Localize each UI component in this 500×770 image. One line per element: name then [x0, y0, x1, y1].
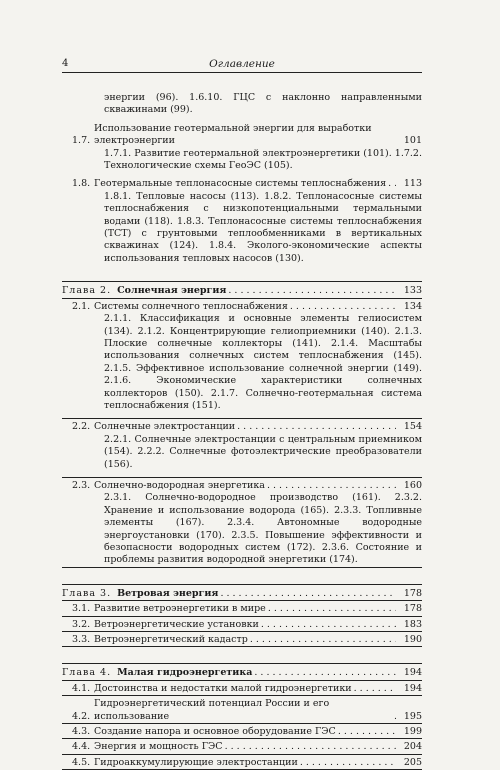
toc-subsections: 1.8.1. Тепловые насосы (113). 1.8.2. Теплонасосные системы теплоснабжения с низкопотенциальными термальными водами (118). 1.8.3. Теплонасосные системы теплоснабжения (ТСТ) с грунтовыми теплообменниками в вертикальных скважинах (124). 1.8.4. Эколого-экономические аспекты использования тепловых насосов (130).	[104, 190, 422, 264]
chapter-title: Ветровая энергия	[117, 587, 219, 599]
toc-subsections: 1.7.1. Развитие геотермальной электроэнергетики (101). 1.7.2. Технологические схемы ГеоЭС (105).	[104, 147, 422, 172]
toc-subsections: 2.1.1. Классификация и основные элементы гелиосистем (134). 2.1.2. Концентрирующие гелиоприемники (140). 2.1.3. Плоские солнечные коллекторы (141). 2.1.4. Масштабы использования солнечных систем теплоснабжения (145). 2.1.5. Эффективное использование солнечной энергии (149). 2.1.6. Экономические характеристики солнечных коллекторов (150). 2.1.7. Солнечно-геотермальная система теплоснабжения (151).	[104, 313, 422, 411]
toc-chapter-4[interactable]: Глава 4. Малая гидроэнергетика . . . 194	[62, 663, 422, 679]
toc-title: Геотермальные теплонасосные системы теплоснабжения	[94, 178, 387, 190]
toc-entry-1-8[interactable]: 1.8. Геотермальные теплонасосные системы теплоснабжения . . . 113	[62, 178, 422, 190]
toc-entry-1-7[interactable]: 1.7. Использование геотермальной энергии для выработки электроэнергии 101	[72, 122, 422, 147]
toc-chapter-3[interactable]: Глава 3. Ветровая энергия . . . 178	[62, 584, 422, 600]
toc-entry-4-1[interactable]: 4.1. Достоинства и недостатки малой гидроэнергетики . . . 194	[62, 680, 422, 695]
toc-entry-3-3[interactable]: 3.3. Ветроэнергетический кадастр . . . 190	[62, 631, 422, 647]
toc-subsections: 2.3.1. Солнечно-водородное производство (161). 2.3.2. Хранение и использование водорода (165). 2.3.3. Топливные элементы (167). 2.3.4. Автономные водородные энергоустановки (170). 2.3.5. Повышение эффективности и безопасности водородных систем (172). 2.3.6. Состояние и проблемы развития водородной энергетики (174).	[62, 492, 422, 567]
toc-subsections: 2.2.1. Солнечные электростанции с центральным приемником (154). 2.2.2. Солнечные фотоэлектрические преобразователи (156).	[104, 433, 422, 470]
toc-entry-3-2[interactable]: 3.2. Ветроэнергетические установки . . . 183	[62, 616, 422, 631]
toc-title: Использование геотермальной энергии для выработки электроэнергии	[94, 122, 372, 147]
toc-entry-4-5[interactable]: 4.5. Гидроаккумулирующие электростанции . . . 205	[62, 754, 422, 770]
table-of-contents	[62, 92, 422, 770]
toc-continuation: энергии (96). 1.6.10. ГЦС с наклонно направленными скважинами (99).	[104, 92, 422, 116]
toc-page: 113	[403, 178, 422, 190]
toc-entry-2-1[interactable]: 2.1. Системы солнечного теплоснабжения . . . 134	[62, 298, 422, 313]
toc-entry-4-3[interactable]: 4.3. Создание напора и основное оборудование ГЭС . . . 199	[62, 723, 422, 738]
running-header	[62, 58, 422, 73]
chapter-title: Солнечная энергия	[117, 285, 227, 297]
toc-entry-2-2[interactable]: 2.2. Солнечные электростанции . . . 154	[62, 418, 422, 433]
toc-page: 101	[403, 135, 422, 147]
toc-entry-4-4[interactable]: 4.4. Энергия и мощность ГЭС . . . 204	[62, 738, 422, 753]
toc-entry-4-2[interactable]: 4.2. Гидроэнергетический потенциал России и его использование . . . 195	[62, 695, 422, 723]
toc-chapter-2[interactable]: Глава 2. Солнечная энергия . . . 133	[62, 281, 422, 297]
chapter-title: Малая гидроэнергетика	[117, 667, 253, 679]
page-number: 4	[62, 58, 69, 69]
toc-entry-3-1[interactable]: 3.1. Развитие ветроэнергетики в мире . . . 178	[62, 600, 422, 615]
running-title: Оглавление	[209, 58, 275, 70]
toc-entry-2-3[interactable]: 2.3. Солнечно-водородная энергетика . . . 160	[62, 477, 422, 492]
